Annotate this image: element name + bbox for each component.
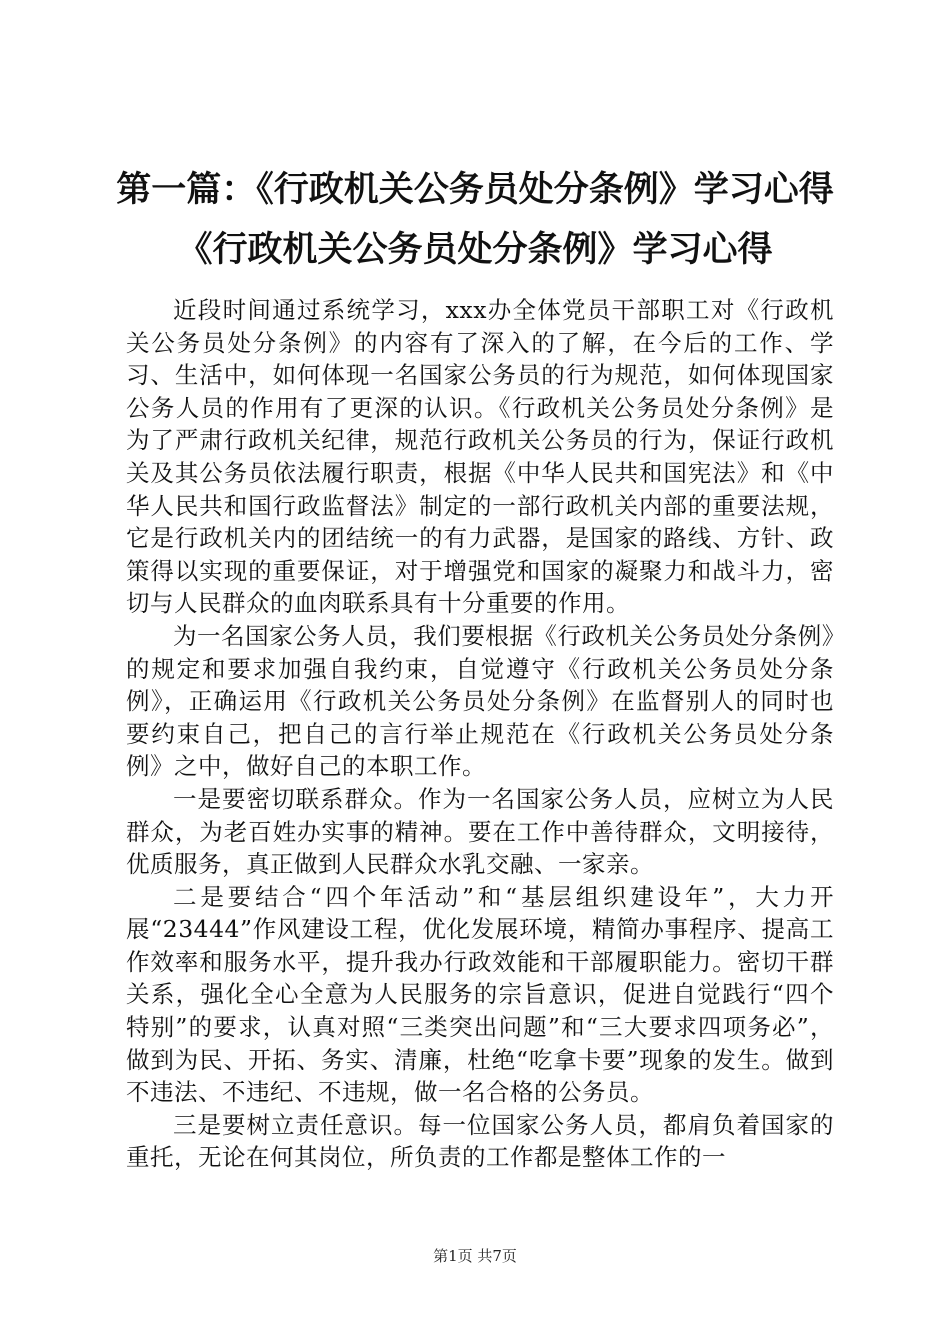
paragraph-4: 二是要结合“四个年活动”和“基层组织建设年”，大力开展“23444”作风建设工程，优化发展环境，精简办事程序、提高工作效率和服务水平，提升我办行政效能和干部履职能力。密切干群关系，强化全心全意为人民服务的宗旨意识，促进自觉践行“四个特别”的要求，认真对照“三类突出问题”和“三大要求四项务必”，做到为民、开拓、务实、清廉，杜绝“吃拿卡要”现象的发生。做到不违法、不违纪、不违规，做一名合格的公务员。 <box>126 882 834 1107</box>
paragraph-2: 为一名国家公务人员，我们要根据《行政机关公务员处分条例》的规定和要求加强自我约束，自觉遵守《行政机关公务员处分条例》，正确运用《行政机关公务员处分条例》在监督别人的同时也要约束自己，把自己的言行举止规范在《行政机关公务员处分条例》之中，做好自己的本职工作。 <box>126 621 834 781</box>
paragraph-3: 一是要密切联系群众。作为一名国家公务人员，应树立为人民群众，为老百姓办实事的精神。要在工作中善待群众，文明接待，优质服务，真正做到人民群众水乳交融、一家亲。 <box>126 784 834 879</box>
document-title: 第一篇：《行政机关公务员处分条例》学习心得《行政机关公务员处分条例》学习心得 <box>116 170 834 270</box>
document-body <box>126 294 834 1174</box>
paragraph-5: 三是要树立责任意识。每一位国家公务人员，都肩负着国家的重托，无论在何其岗位，所负责的工作都是整体工作的一 <box>126 1110 834 1172</box>
page-footer: 第1页 共7页 <box>433 1247 517 1265</box>
paragraph-1: 近段时间通过系统学习，xxx办全体党员干部职工对《行政机关公务员处分条例》的内容有了深入的了解，在今后的工作、学习、生活中，如何体现一名国家公务员的行为规范，如何体现国家公务人员的作用有了更深的认识。《行政机关公务员处分条例》是为了严肃行政机关纪律，规范行政机关公务员的行为，保证行政机关及其公务员依法履行职责，根据《中华人民共和国宪法》和《中华人民共和国行政监督法》制定的一部行政机关内部的重要法规，它是行政机关内的团结统一的有力武器，是国家的路线、方针、政策得以实现的重要保证，对于增强党和国家的凝聚力和战斗力，密切与人民群众的血肉联系具有十分重要的作用。 <box>126 296 834 618</box>
